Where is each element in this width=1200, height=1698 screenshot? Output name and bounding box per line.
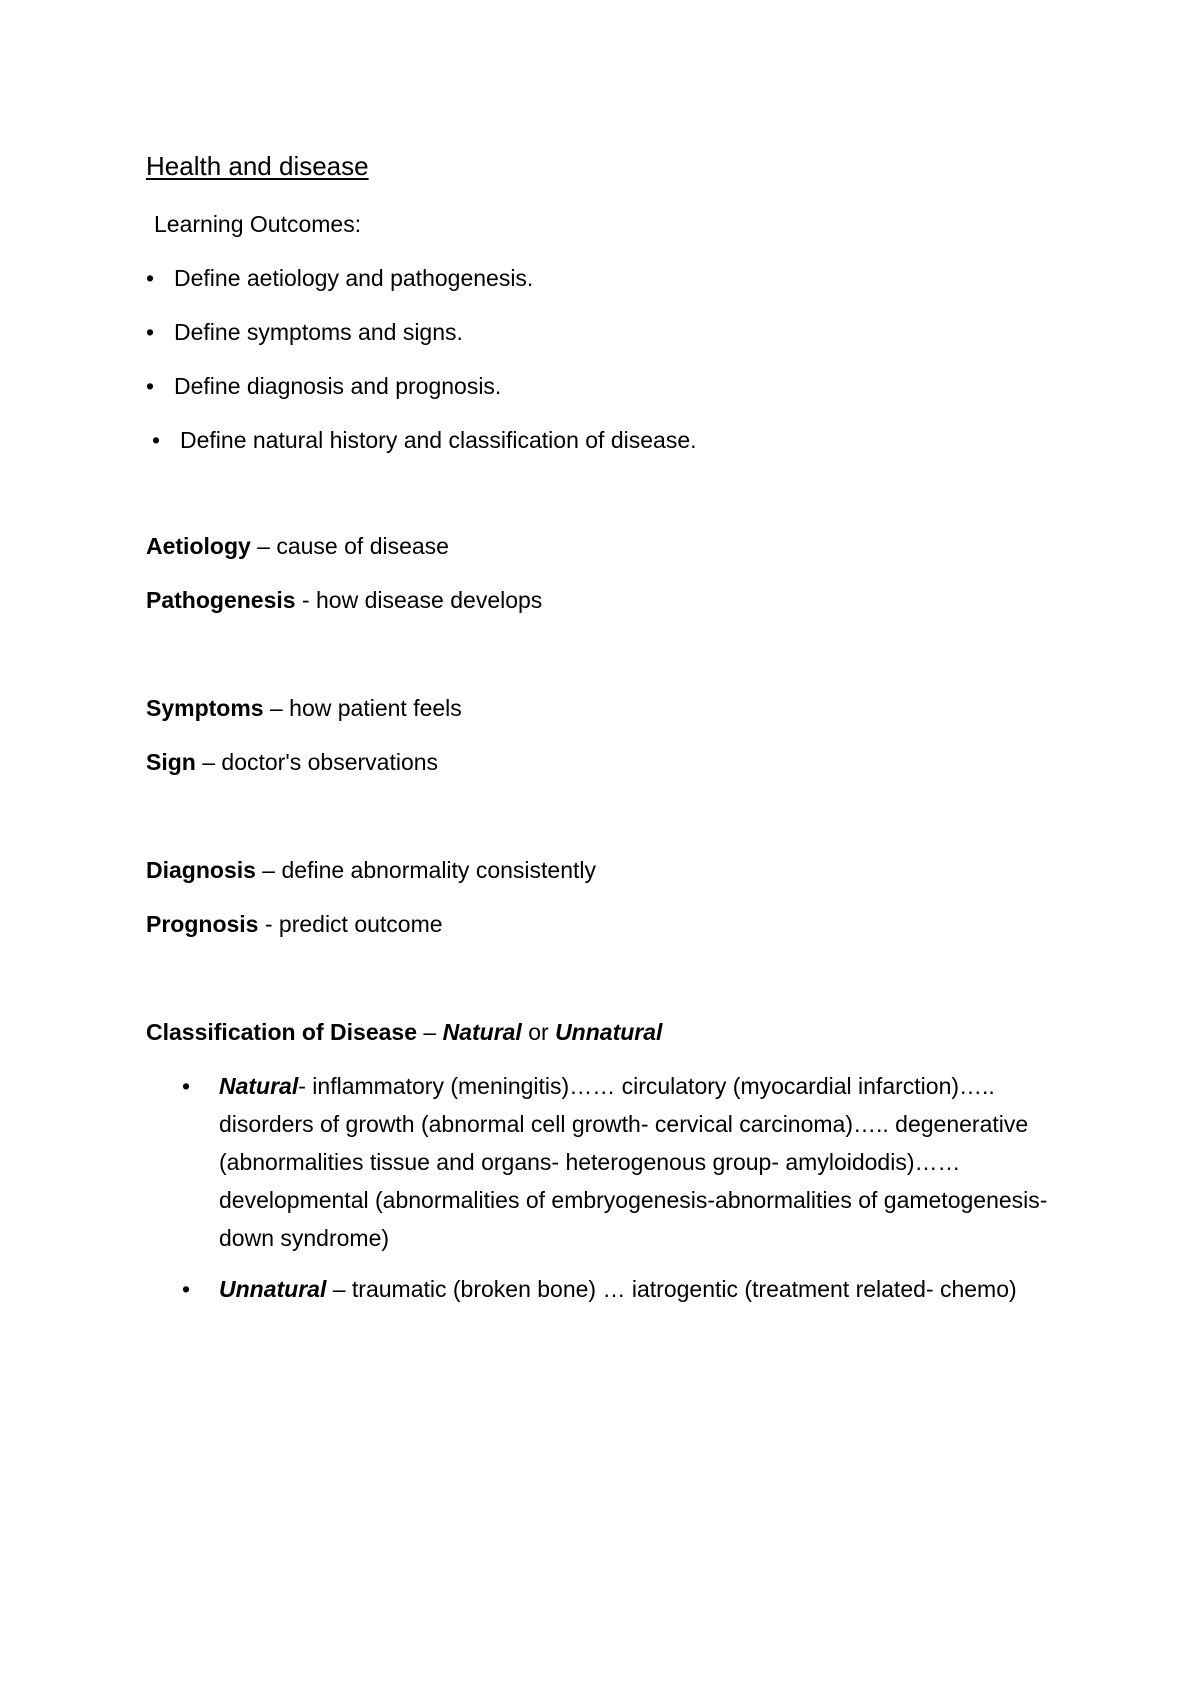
definition-text: – define abnormality consistently [255, 857, 596, 883]
bullet-icon: • [182, 1276, 191, 1302]
definition-text: – how patient feels [263, 695, 462, 721]
definition-term: Symptoms [146, 695, 264, 721]
outcome-text: Define symptoms and signs. [174, 319, 463, 345]
definition-diagnosis [146, 854, 596, 886]
outcome-text: Define natural history and classification of disease. [180, 427, 697, 453]
classification-item-text: - inflammatory (meningitis)…… circulatory (myocardial infarction)….. disorders of growth (abnormal cell growth- cervical carcinoma)….. degenerative (abnormalities tissue and organs- heterogenous group- amyloidodis)……developmental (abnormalities of embryogenesis-abnormalities of gametogenesis-down syndrome) [219, 1073, 1048, 1251]
bullet-icon: • [146, 373, 155, 399]
definition-prognosis [146, 908, 443, 940]
natural-word: Natural [442, 1019, 522, 1045]
definition-text: – doctor's observations [195, 749, 439, 775]
definition-term: Sign [146, 749, 196, 775]
classification-heading-term: Classification of Disease [146, 1019, 417, 1045]
definition-term: Prognosis [146, 911, 259, 937]
classification-item-natural [219, 1067, 1059, 1257]
definition-term: Aetiology [146, 533, 251, 559]
outcome-item [146, 370, 501, 402]
definition-aetiology [146, 530, 449, 562]
definition-term: Pathogenesis [146, 587, 296, 613]
classification-item-term: Natural [219, 1073, 299, 1099]
outcome-text: Define aetiology and pathogenesis. [174, 265, 534, 291]
classification-heading [146, 1016, 662, 1048]
definition-text: - how disease develops [295, 587, 543, 613]
definition-sign [146, 746, 438, 778]
bullet-icon: • [152, 427, 161, 453]
bullet-icon: • [146, 319, 155, 345]
definition-text: - predict outcome [258, 911, 443, 937]
outcome-item [152, 424, 697, 456]
unnatural-word: Unnatural [555, 1019, 663, 1045]
classification-item-term: Unnatural [219, 1276, 327, 1302]
definition-text: – cause of disease [250, 533, 449, 559]
definition-pathogenesis [146, 584, 542, 616]
page-title: Health and disease [146, 151, 369, 181]
classification-item-unnatural [219, 1270, 1059, 1308]
learning-outcomes-label: Learning Outcomes: [154, 211, 362, 237]
definition-symptoms [146, 692, 462, 724]
bullet-icon: • [146, 265, 155, 291]
outcome-text: Define diagnosis and prognosis. [174, 373, 502, 399]
classification-dash: – [417, 1019, 443, 1045]
outcome-item [146, 262, 533, 294]
definition-term: Diagnosis [146, 857, 256, 883]
or-word: or [521, 1019, 556, 1045]
classification-item-text: – traumatic (broken bone) … iatrogentic (treatment related- chemo) [326, 1276, 1017, 1302]
bullet-icon: • [182, 1073, 191, 1099]
outcome-item [146, 316, 463, 348]
